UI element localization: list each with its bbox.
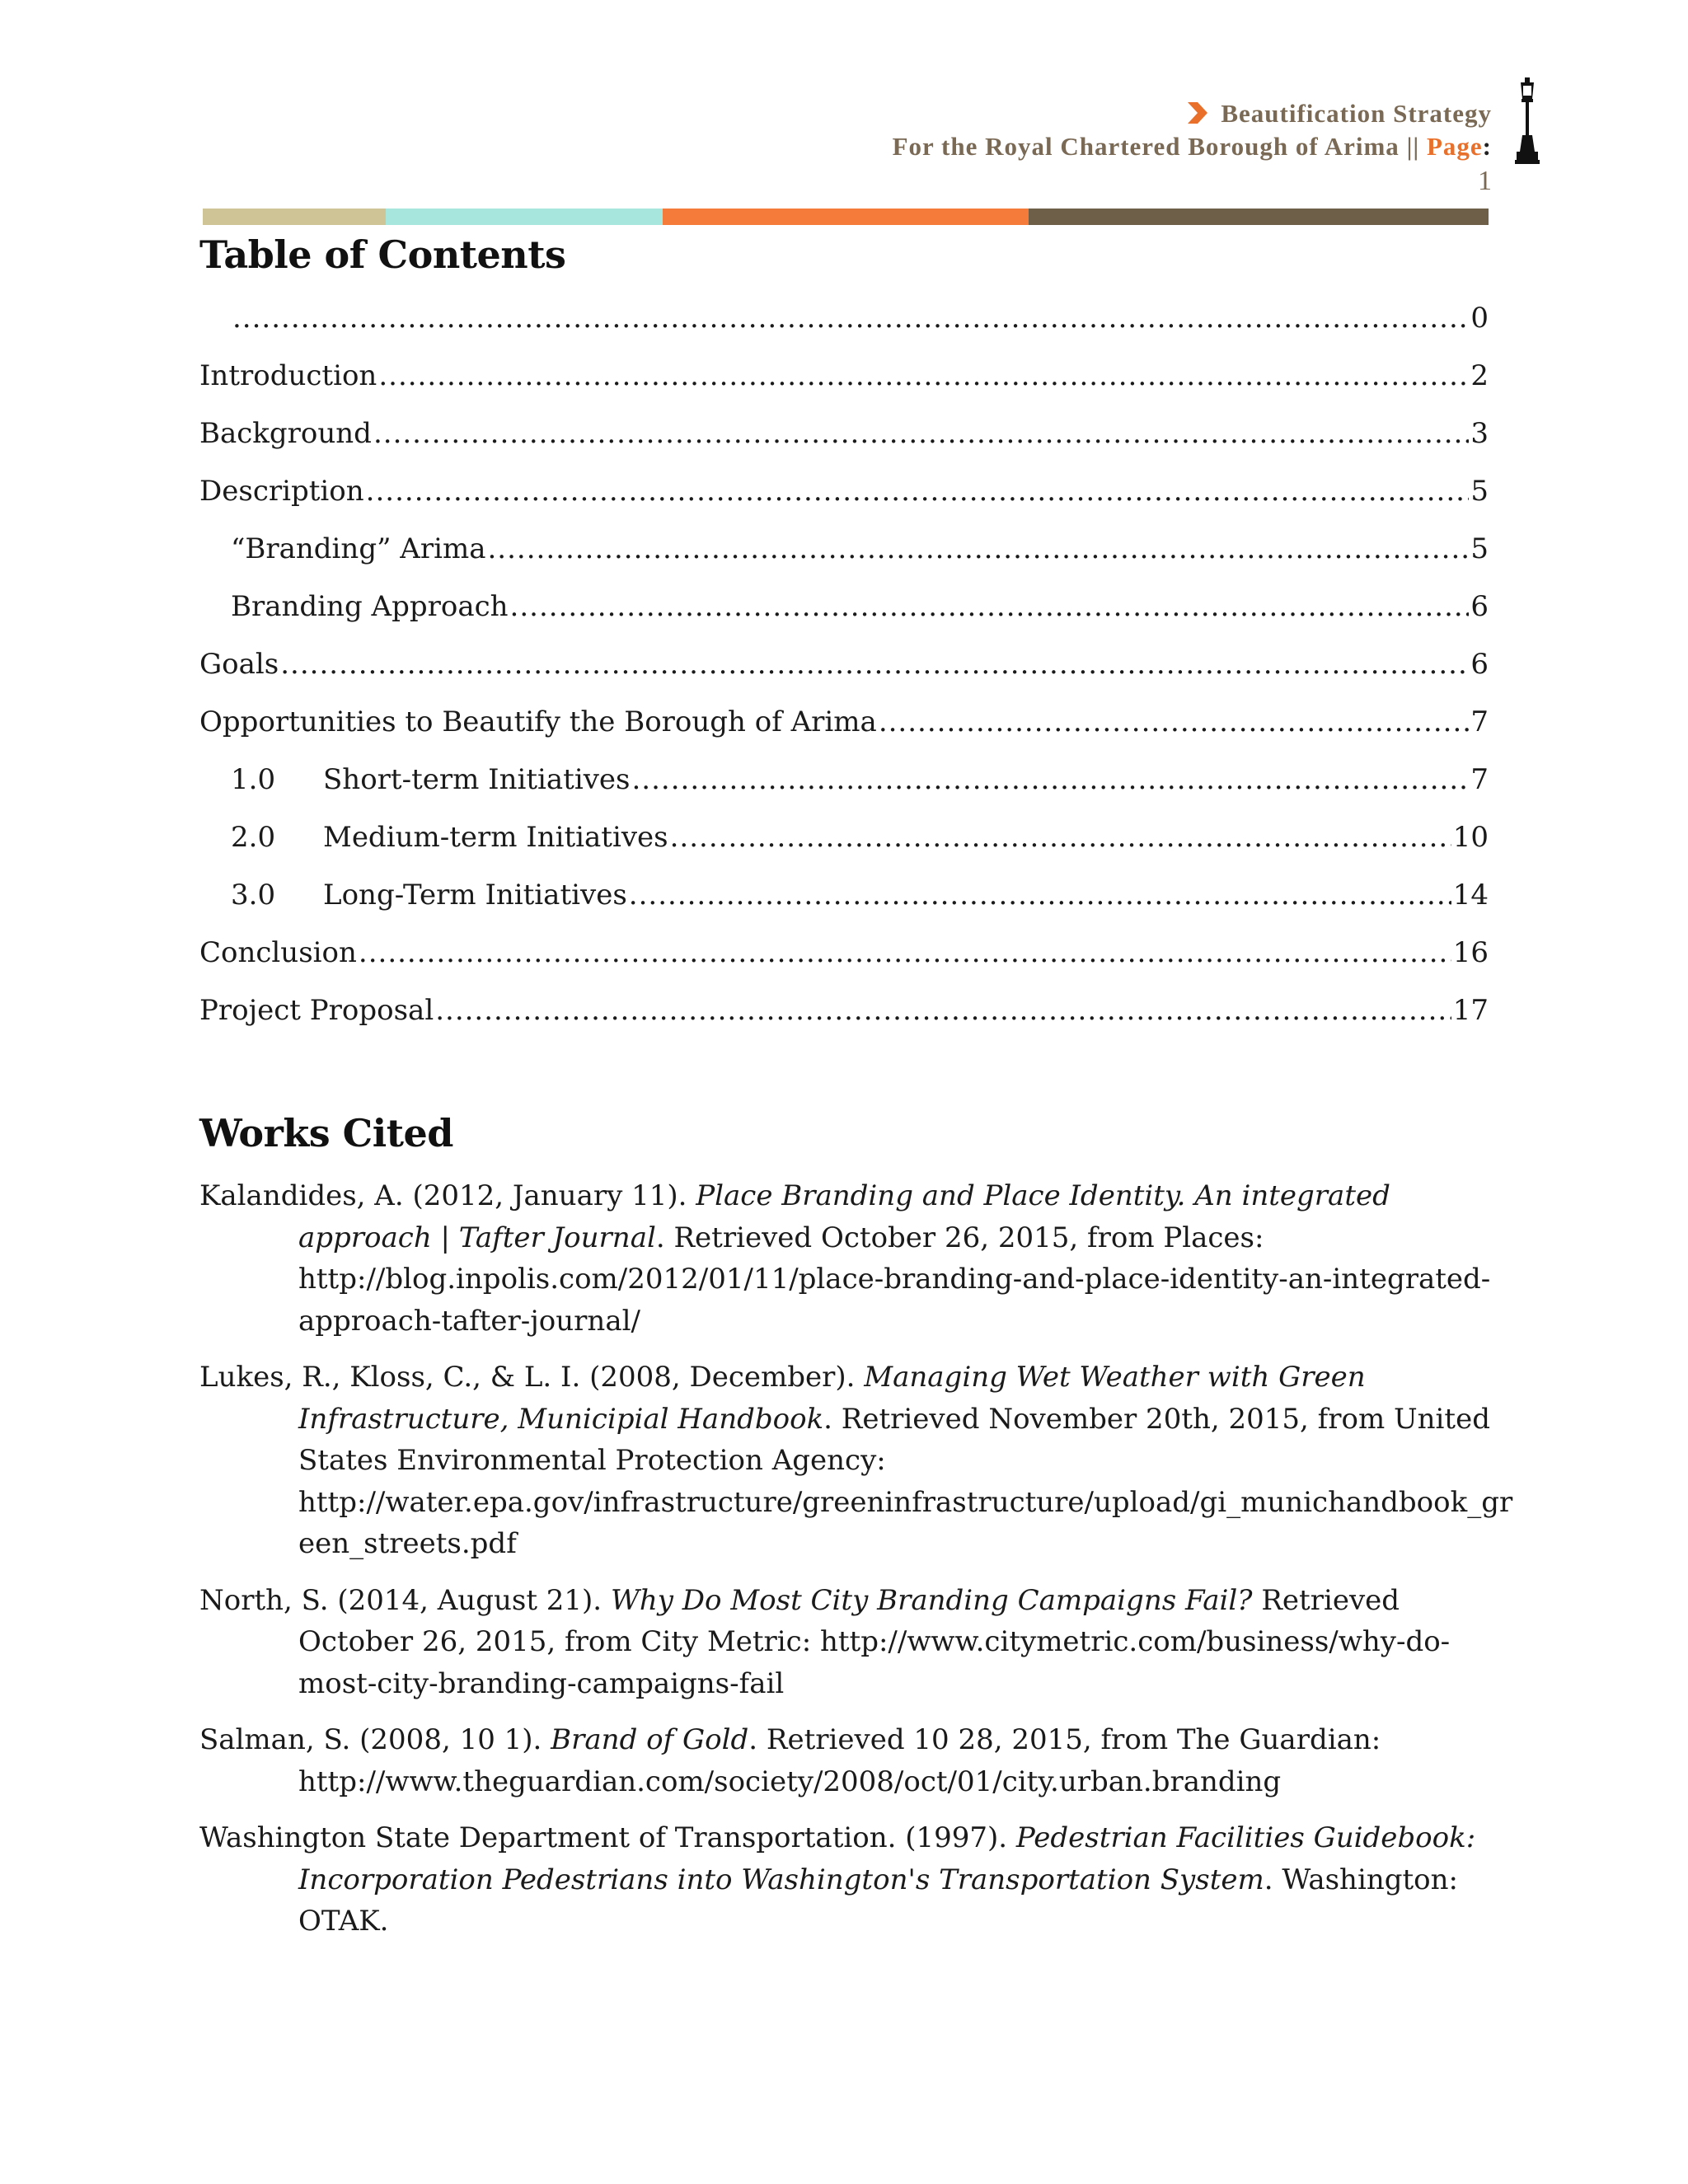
toc-entry-label: Opportunities to Beautify the Borough of Arima [199,705,877,738]
header-page-number: 1 [1478,166,1492,196]
citation-source: . Retrieved November 20th, 2015, from United States Environmental Protection Agency: http://water.epa.gov/infrastructure/greeninfrastructure/upload/gi_munichandbook_gr een_streets.pdf [298,1402,1513,1560]
toc-entry-label: Branding Approach [231,590,509,623]
citation [199,1357,1513,1565]
toc-entry[interactable] [199,298,1489,338]
toc-entry-label: Conclusion [199,936,357,969]
toc-entry-page: 16 [1452,936,1489,969]
header-title: Beautification Strategy [1221,99,1492,128]
toc-entry[interactable] [199,644,1489,684]
toc-leader [435,991,1451,1030]
citation-title: Managing Wet Weather with Green Infrastructure, Municipial Handbook [298,1361,1366,1436]
toc-entry-page: 6 [1470,590,1489,623]
citation-author: Lukes, R., Kloss, C., & L. I. (2008, December). [199,1361,865,1394]
toc-entry[interactable] [199,529,1489,569]
street-lamp-icon [1513,76,1541,165]
toc-leader [510,587,1470,626]
toc-entry-page: 10 [1452,821,1489,854]
citation [199,1580,1502,1705]
toc-entry-page: 17 [1452,994,1489,1027]
toc-entry-label: Short-term Initiatives [323,763,631,796]
toc-entry[interactable] [199,356,1489,396]
toc-leader [629,875,1451,915]
toc-entry-page: 6 [1470,648,1489,681]
toc-entry-page: 7 [1470,763,1489,796]
toc-leader [378,356,1469,396]
toc-entry-label: Description [199,475,364,508]
toc-leader [670,818,1451,857]
header-page-label: Page [1426,132,1483,161]
toc-entry-label: Introduction [199,359,377,392]
citation-title: Why Do Most City Branding Campaigns Fail? [610,1583,1253,1617]
citation [199,1719,1502,1802]
toc-leader [373,414,1469,453]
header-separator: || [1406,132,1420,161]
toc-entry-label: Long-Term Initiatives [323,879,627,912]
toc-entry-page: 5 [1470,475,1489,508]
toc-entry-label: “Branding” Arima [231,532,486,565]
header-subtitle: For the Royal Chartered Borough of Arima [892,132,1400,161]
citation-source: . Washington: OTAK. [298,1863,1458,1938]
citation-source: Retrieved October 26, 2015, from City Metric: http://www.citymetric.com/business/why-do-most-city-branding-campaigns-fail [298,1583,1451,1700]
toc-title: Table of Contents [199,232,566,277]
citation-source: . Retrieved October 26, 2015, from Places: http://blog.inpolis.com/2012/01/11/place-branding-and-place-identity-an-integrated-approach-tafter-journal/ [298,1221,1491,1338]
toc-entry[interactable] [199,875,1489,915]
toc-entry[interactable] [199,818,1489,857]
page-header [893,97,1492,199]
citation-title: Pedestrian Facilities Guidebook: Incorporation Pedestrians into Washington's Transportation System [298,1821,1476,1896]
chevron-right-icon [1186,101,1209,125]
toc-entry-page: 3 [1470,417,1489,450]
toc-entry-number: 1.0 [231,763,276,796]
citation-author: Washington State Department of Transportation. (1997). [199,1821,1016,1854]
citation-author: North, S. (2014, August 21). [199,1583,611,1617]
toc-leader [366,471,1470,511]
toc-entry[interactable] [199,702,1489,742]
toc-entry-page: 0 [1470,302,1489,335]
toc-entry-number: 3.0 [231,879,276,912]
divider-segment-2 [386,209,663,225]
toc-entry-page: 7 [1470,705,1489,738]
toc-leader [280,644,1469,684]
toc-leader [232,298,1469,338]
citation-author: Salman, S. (2008, 10 1). [199,1723,551,1756]
citation-source: . Retrieved 10 28, 2015, from The Guardian: http://www.theguardian.com/society/2008/oct/01/city.urban.branding [298,1723,1381,1798]
toc-entry[interactable] [199,933,1489,972]
citation-title: Place Branding and Place Identity. An integrated approach | Tafter Journal [298,1179,1390,1254]
toc-entry-page: 14 [1452,879,1489,912]
divider-segment-4 [1029,209,1489,225]
works-cited-title: Works Cited [199,1111,453,1155]
toc-entry-label: Medium-term Initiatives [323,821,668,854]
toc-entry[interactable] [199,414,1489,453]
citation-title: Brand of Gold [551,1723,749,1756]
toc-leader [631,760,1469,799]
toc-entry[interactable] [199,471,1489,511]
works-cited-list [199,1175,1513,1957]
toc-entry[interactable] [199,587,1489,626]
toc-entry-label: Goals [199,648,279,681]
toc-entry-label: Project Proposal [199,994,434,1027]
toc-entry-page: 5 [1470,532,1489,565]
toc-entry-label: Background [199,417,372,450]
toc-entry-page: 2 [1470,359,1489,392]
citation-author: Kalandides, A. (2012, January 11). [199,1179,696,1212]
citation [199,1175,1502,1342]
divider-segment-3 [663,209,1029,225]
toc-leader [879,702,1470,742]
toc-leader [487,529,1469,569]
toc-entry[interactable] [199,760,1489,799]
toc-entry[interactable] [199,991,1489,1030]
divider-segment-1 [203,209,386,225]
toc-entry-number: 2.0 [231,821,276,854]
toc-leader [359,933,1451,972]
header-colon: : [1482,132,1492,161]
citation [199,1817,1502,1943]
